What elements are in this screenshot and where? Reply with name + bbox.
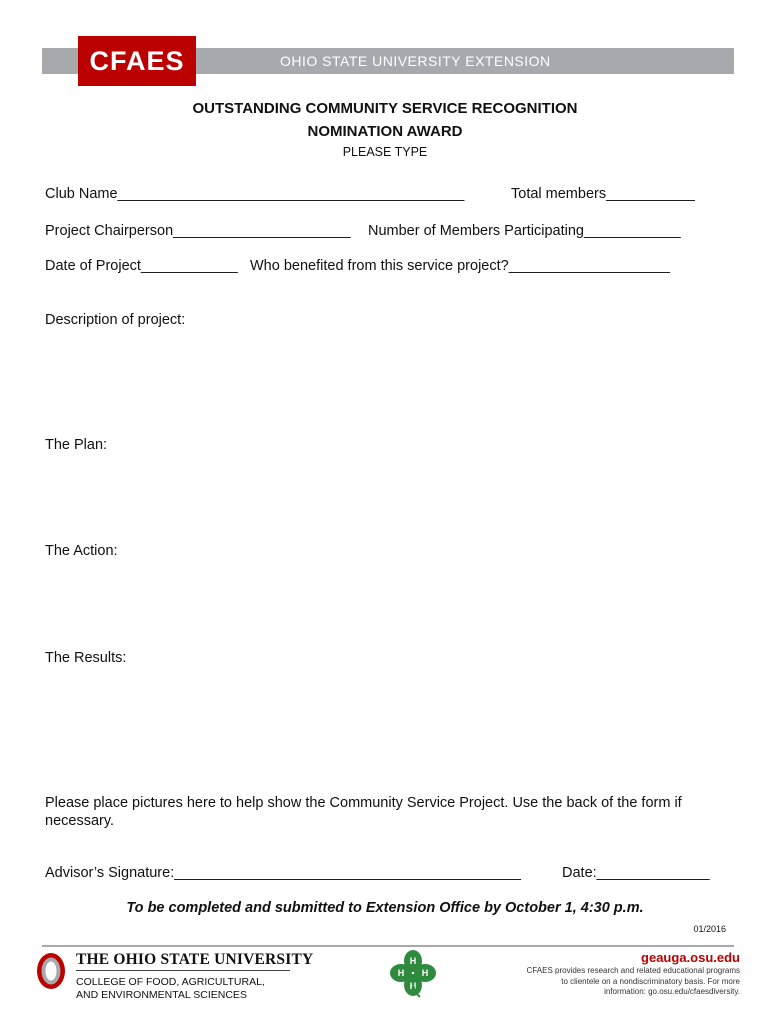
svg-text:H: H bbox=[397, 968, 405, 978]
svg-text:H: H bbox=[409, 956, 417, 966]
4h-clover-icon bbox=[388, 948, 438, 998]
nondiscrimination-statement: CFAES provides research and related educational programs to clientele on a nondiscriminatory basis. For more information: go.osu.edu/cfaesdiversity. bbox=[526, 966, 740, 996]
form-revision-code: 01/2016 bbox=[693, 924, 726, 934]
university-wordmark: THE OHIO STATE UNIVERSITY bbox=[76, 951, 314, 968]
signature-date-field[interactable]: Date:______________ bbox=[562, 865, 710, 881]
club-name-field[interactable]: Club Name___________________________________________ bbox=[45, 186, 465, 202]
description-label: Description of project: bbox=[45, 312, 186, 328]
svg-text:H: H bbox=[409, 981, 417, 991]
form-title-line2: NOMINATION AWARD bbox=[307, 123, 463, 140]
form-instruction: PLEASE TYPE bbox=[342, 145, 428, 159]
beneficiaries-field[interactable]: Who benefited from this service project?____________________ bbox=[250, 258, 670, 274]
form-title-line1: OUTSTANDING COMMUNITY SERVICE RECOGNITION bbox=[192, 100, 578, 117]
college-name-line2: AND ENVIRONMENTAL SCIENCES bbox=[76, 989, 247, 1001]
plan-label: The Plan: bbox=[45, 437, 108, 453]
extension-banner-text: OHIO STATE UNIVERSITY EXTENSION bbox=[280, 53, 551, 69]
cfaes-logo bbox=[78, 36, 196, 86]
action-label: The Action: bbox=[45, 543, 118, 559]
wordmark-rule bbox=[76, 970, 290, 971]
college-name bbox=[76, 976, 265, 1002]
footer-divider bbox=[42, 945, 734, 947]
cfaes-logo-text: CFAES bbox=[89, 45, 185, 76]
website-link[interactable]: geauga.osu.edu bbox=[641, 950, 740, 965]
osu-block-o-icon bbox=[36, 952, 66, 990]
advisor-signature-field[interactable]: Advisor’s Signature:___________________________________________ bbox=[45, 865, 521, 881]
total-members-field[interactable]: Total members___________ bbox=[511, 186, 695, 202]
date-of-project-field[interactable]: Date of Project____________ bbox=[45, 258, 238, 274]
submission-deadline: To be completed and submitted to Extension Office by October 1, 4:30 p.m. bbox=[126, 900, 644, 916]
members-participating-field[interactable]: Number of Members Participating____________ bbox=[368, 223, 681, 239]
results-label: The Results: bbox=[45, 650, 127, 666]
college-name-line1: COLLEGE OF FOOD, AGRICULTURAL, bbox=[76, 976, 265, 988]
pictures-note: Please place pictures here to help show the Community Service Project. Use the back of the form if necessary. bbox=[45, 795, 682, 829]
project-chairperson-field[interactable]: Project Chairperson______________________ bbox=[45, 223, 351, 239]
svg-text:H: H bbox=[421, 968, 429, 978]
